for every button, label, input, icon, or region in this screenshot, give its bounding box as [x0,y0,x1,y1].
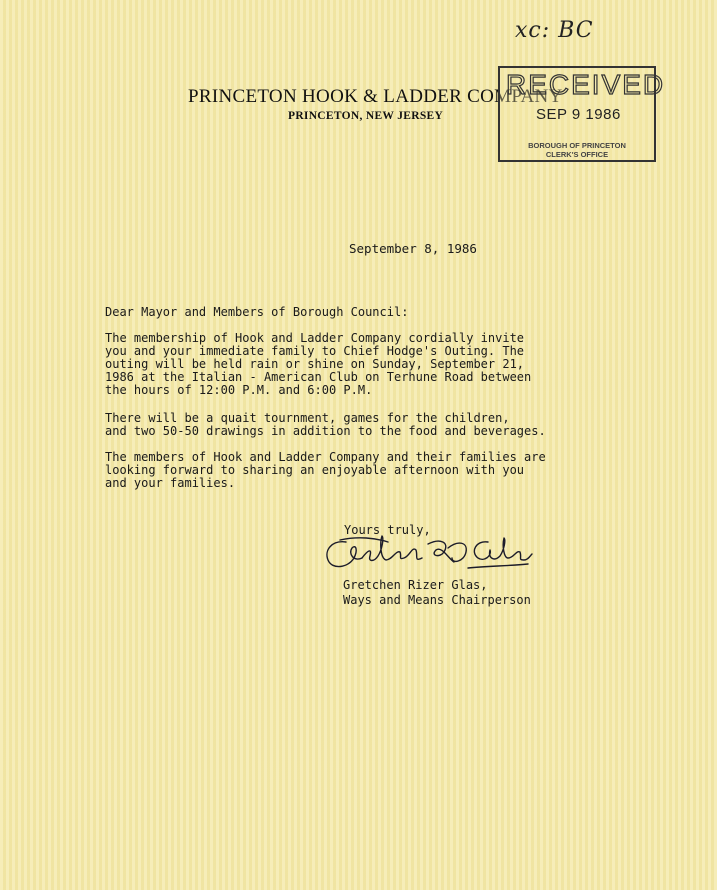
paragraph-line: The members of Hook and Ladder Company and their families are [105,450,546,464]
complimentary-close: Yours truly, [344,523,431,537]
stamp-received-label: RECEIVED [506,69,666,100]
paragraph-line: outing will be held rain or shine on Sunday, September 21, [105,357,525,371]
handwritten-cc-note: xc: BC [515,18,594,43]
paragraph-invitation [105,332,605,397]
paragraph-line: looking forward to sharing an enjoyable afternoon with you [105,463,525,477]
paragraph-line: you and your immediate family to Chief Hodge's Outing. The [105,344,525,358]
signer-block [343,578,531,608]
stamp-office-line2: CLERK'S OFFICE [545,150,609,159]
stamp-date: SEP 9 1986 [536,106,621,123]
letterhead-company-name: PRINCETON HOOK & LADDER COMPANY [188,86,563,107]
letter-date: September 8, 1986 [349,241,477,256]
signer-title: Ways and Means Chairperson [343,593,531,607]
paragraph-line: the hours of 12:00 P.M. and 6:00 P.M. [105,383,373,397]
paragraph-activities [105,412,605,438]
paragraph-line: The membership of Hook and Ladder Company cordially invite [105,331,525,345]
signer-name: Gretchen Rizer Glas, [343,578,488,592]
salutation: Dear Mayor and Members of Borough Council: [105,305,409,319]
handwritten-signature [318,528,533,578]
received-stamp [498,66,666,162]
stamp-office-line1: BOROUGH OF PRINCETON [528,141,626,150]
paragraph-line: and two 50-50 drawings in addition to the food and beverages. [105,424,546,438]
paragraph-line: 1986 at the Italian - American Club on Terhune Road between [105,370,532,384]
letterhead-location: PRINCETON, NEW JERSEY [288,110,444,122]
paragraph-line: and your families. [105,476,236,490]
paragraph-closing [105,451,605,490]
paragraph-line: There will be a quait tournment, games for the children, [105,411,510,425]
